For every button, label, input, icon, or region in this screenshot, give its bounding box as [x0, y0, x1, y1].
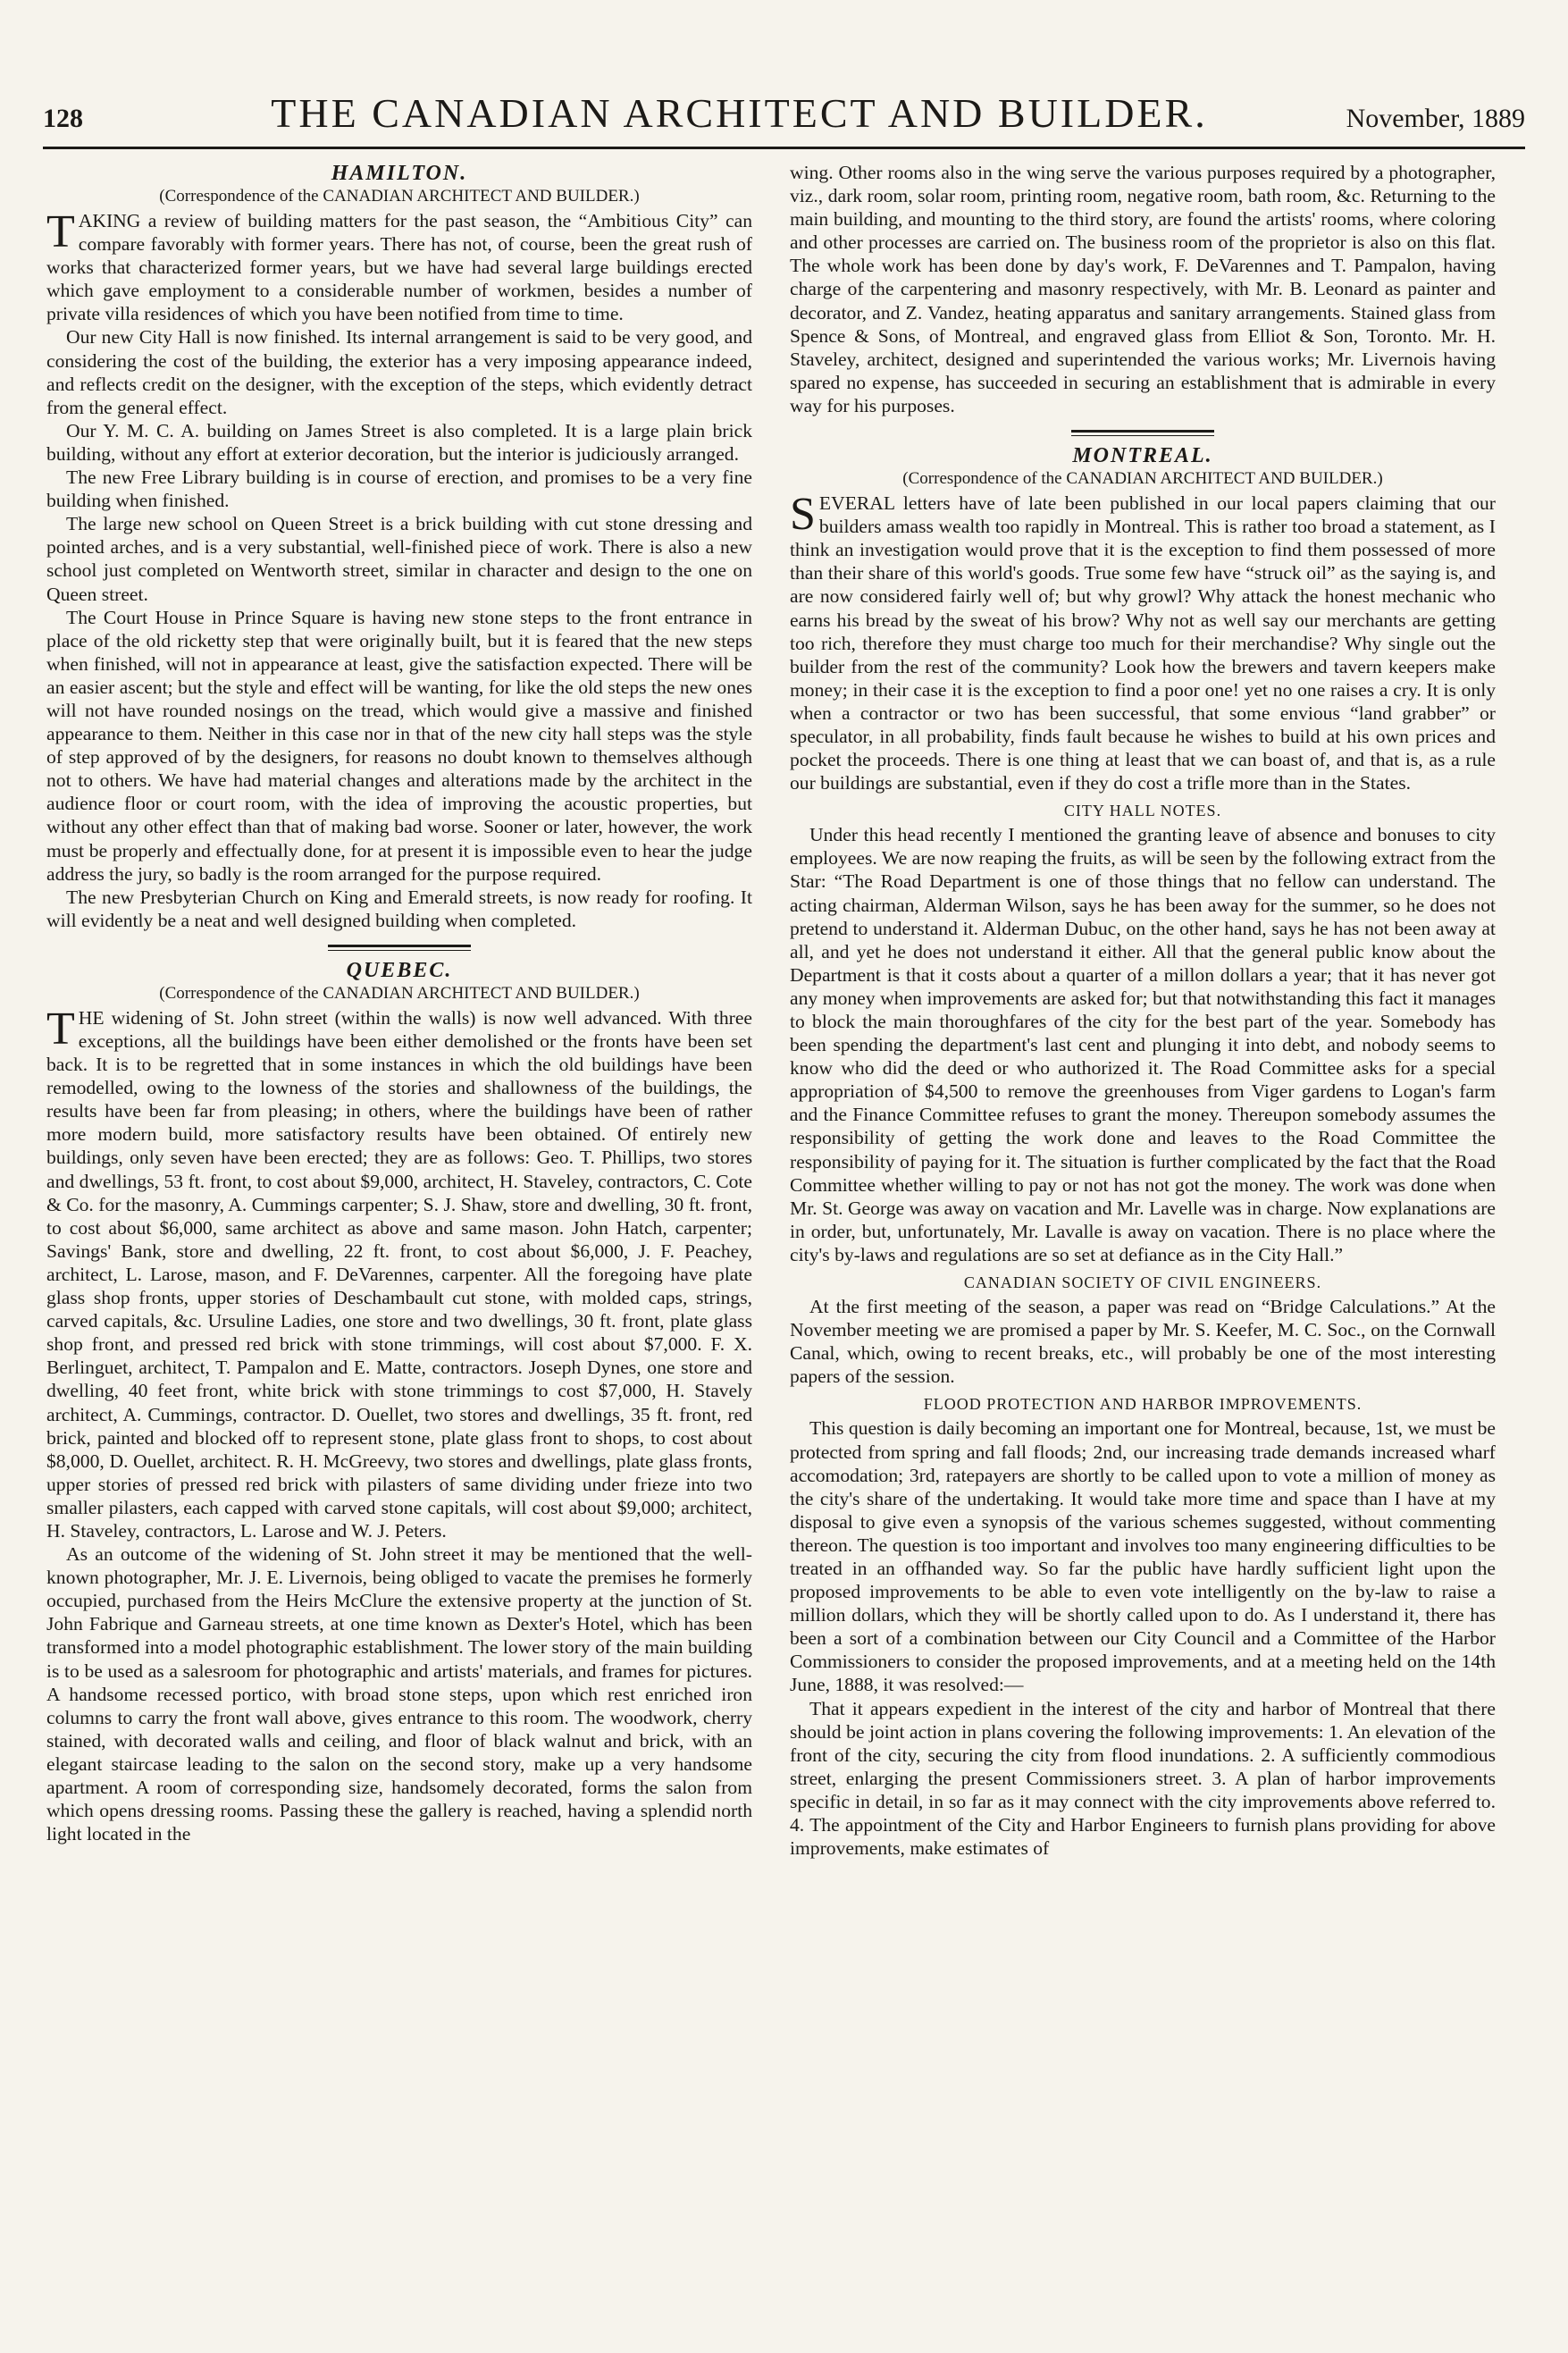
- quebec-paragraph: THE widening of St. John street (within the walls) is now well advanced. With three exceptions, all the buildings have been either demolished or the fronts have been set back. It is to be regretted that in some instances in which the old buildings have been remodelled, owing to the lowness of the stories and shallowness of the buildings, the results have been far from pleasing; in others, where the buildings have been of rather more modern build, more satisfactory results have been obtained. Of entirely new buildings, only seven have been erected; they are as follows: Geo. T. Phillips, two stores and dwellings, 53 ft. front, to cost about $9,000, architect, H. Staveley, contractors, C. Cote & Co. for the masonry, A. Cummings carpenter; S. J. Shaw, store and dwelling, 30 ft. front, to cost about $6,000, same architect as above and same mason. John Hatch, carpenter; Savings' Bank, store and dwelling, 22 ft. front, to cost about $6,000, J. F. Peachey, architect, L. Larose, mason, and F. DeVarennes, carpenter. All the foregoing have plate glass shop fronts, upper stories of Deschambault cut stone, with molded caps, strings, carved capitals, &c. Ursuline Ladies, one store and two dwellings, 30 ft. front, plate glass shop front, and pressed red brick with stone trimmings, will cost about $7,000. F. X. Berlinguet, architect, T. Pampalon and E. Matte, contractors. Joseph Dynes, one store and dwelling, 40 feet front, white brick with stone trimmings to cost $7,000, H. Stavely architect, A. Cummings, contractor. D. Ouellet, two stores and dwellings, 35 ft. front, red brick, painted and blocked off to represent stone, plate glass front to shops, to cost about $8,000, D. Ouellet, architect. R. H. McGreevy, two stores and dwellings, plate glass fronts, upper stories of pressed red brick with pilasters of same dividing under frieze into two smaller pilasters, each capped with carved stone capitals, will cost about $9,000; architect, H. Staveley, contractors, L. Larose and W. J. Peters.: [46, 1003, 752, 1542]
- quebec-paragraph-continued: wing. Other rooms also in the wing serve the various purposes required by a photographer, viz., dark room, solar room, printing room, negative room, bath room, &c. Returning to the main building, and mounting to the third story, are found the artists' rooms, where coloring and other processes are carried on. The business room of the proprietor is also on this flat. The whole work has been done by day's work, F. DeVarennes and T. Pampalon, having charge of the carpentering and masonry respectively, with Mr. B. Leonard as painter and decorator, and Z. Vandez, heating apparatus and sanitary arrangements. Stained glass from Spence & Sons, of Montreal, and engraved glass from Elliot & Son, Toronto. Mr. H. Staveley, architect, designed and superintended the various works; Mr. Livernois having spared no expense, has succeeded in securing an establishment that is admirable in every way for his purposes.: [790, 162, 1496, 416]
- montreal-paragraph: SEVERAL letters have of late been published in our local papers claiming that our builders amass wealth too rapidly in Montreal. This is rather too broad a statement, as I think an investigation would prove that it is the exception to find them possessed of more than their share of this world's goods. True some few have “struck oil” as the saying is, and are now considered fairly well of; but why growl? Why attack the honest mechanic who earns his bread by the sweat of his brow? Why not as well say our merchants are getting too rich, therefore they must charge too much for their merchandise? Why single out the builder from the rest of the community? Look how the brewers and tavern keepers make money; in their case it is the exception to find a poor one! yet no one raises a cry. It is only when a contractor or two has been successful, that some envious “land grabber” or speculator, in all probability, finds fault because he wishes to build at his own prices and pocket the proceeds. There is one thing at least that we can boast of, and that is, as a rule our buildings are substantial, even if they do cost a trifle more than in the States.: [790, 489, 1496, 794]
- left-column: [46, 161, 752, 1845]
- journal-title: THE CANADIAN ARCHITECT AND BUILDER.: [271, 90, 1208, 136]
- quebec-heading: QUEBEC.: [346, 958, 453, 982]
- hamilton-section: [46, 161, 752, 932]
- issue-date: November, 1889: [1346, 104, 1525, 133]
- hamilton-paragraph: The large new school on Queen Street is a brick building with cut stone dressing and pointed arches, and is a very substantial, well-finished piece of work. There is also a new school just completed on Wentworth street, similar in character and design to the one on Queen street.: [46, 513, 752, 605]
- flood-protection-heading: FLOOD PROTECTION AND HARBOR IMPROVEMENTS.: [923, 1395, 1363, 1414]
- montreal-section: [790, 443, 1496, 1860]
- masthead: [43, 89, 1525, 149]
- hamilton-paragraph: The new Presbyterian Church on King and Emerald streets, is now ready for roofing. It will evidently be a neat and well designed building when completed.: [46, 886, 752, 931]
- section-divider: [1071, 430, 1214, 436]
- montreal-paragraph: That it appears expedient in the interest of the city and harbor of Montreal that there should be joint action in plans covering the following improvements: 1. An elevation of the front of the city, securing the city from flood inundations. 2. A sufficiently commodious street, enlarging the present Commissioners street. 3. A plan of harbor improvements specific in detail, in so far as it may connect with the city improvements above referred to. 4. The appointment of the City and Harbor Engineers to furnish plans providing for above improvements, make estimates of: [790, 1697, 1496, 1860]
- hamilton-correspondence: (Correspondence of the CANADIAN ARCHITECT AND BUILDER.): [159, 187, 640, 206]
- quebec-paragraph: As an outcome of the widening of St. John street it may be mentioned that the well-known photographer, Mr. J. E. Livernois, being obliged to vacate the premises he formerly occupied, purchased from the Heirs McClure the extensive property at the junction of St. John Fabrique and Garneau streets, at one time known as Dexter's Hotel, which has been transformed into a model photographic establishment. The lower story of the main building is to be used as a salesroom for photographic and artists' materials, and frames for pictures. A handsome recessed portico, with broad stone steps, upon which rest enriched iron columns to carry the front wall above, gives entrance to this room. The woodwork, cherry stained, with decorated walls and ceiling, and floor of black walnut and brick, with an elegant staircase leading to the salon on the second story, make up a very handsome apartment. A room of corresponding size, handsomely decorated, forms the salon from which opens dressing rooms. Passing these the gallery is reached, having a splendid north light located in the: [46, 1543, 752, 1845]
- montreal-paragraph: At the first meeting of the season, a paper was read on “Bridge Calculations.” At the November meeting we are promised a paper by Mr. S. Keefer, M. C. Soc., on the Cornwall Canal, which, owing to recent breaks, etc., will probably be one of the most interesting papers of the session.: [790, 1296, 1496, 1388]
- hamilton-paragraph: The new Free Library building is in course of erection, and promises to be a very fine building when finished.: [46, 466, 752, 512]
- montreal-heading: MONTREAL.: [1072, 444, 1213, 468]
- right-column: [790, 161, 1496, 1860]
- section-divider: [328, 945, 471, 951]
- hamilton-paragraph: Our Y. M. C. A. building on James Street is also completed. It is a large plain brick building, without any effort at exterior decoration, but the interior is judiciously arranged.: [46, 419, 752, 465]
- hamilton-heading: HAMILTON.: [331, 162, 468, 185]
- montreal-correspondence: (Correspondence of the CANADIAN ARCHITECT AND BUILDER.): [902, 469, 1383, 489]
- page-number: 128: [43, 104, 83, 133]
- hamilton-paragraph: Our new City Hall is now finished. Its internal arrangement is said to be very good, and considering the cost of the building, the exterior has a very imposing appearance indeed, and reflects credit on the designer, with the exception of the steps, which evidently detract from the general effect.: [46, 326, 752, 418]
- city-hall-notes-heading: CITY HALL NOTES.: [1063, 802, 1222, 820]
- hamilton-paragraph: TAKING a review of building matters for the past season, the “Ambitious City” can compare favorably with former years. There has not, of course, been the great rush of works that characterized former years, but we have had several large buildings erected which gave employment to a considerable number of workmen, besides a number of private villa residences of which you have been notified from time to time.: [46, 206, 752, 325]
- hamilton-paragraph: The Court House in Prince Square is having new stone steps to the front entrance in place of the old ricketty step that were originally built, but it is feared that the new steps when finished, will not in appearance at least, give the satisfaction expected. There will be an easier ascent; but the style and effect will be wanting, for like the old steps the new ones will not have rounded nosings on the tread, which would give a massive and finished appearance to them. Neither in this case nor in that of the new city hall steps was the style of step approved of by the designers, for reasons no doubt known to themselves although not to others. We have had material changes and alterations made by the architect in the audience floor or court room, with the idea of improving the acoustic properties, but without any other effect than that of making bad worse. Sooner or later, however, the work must be properly and effectually done, for at present it is impossible even to hear the judge address the jury, so badly is the room arranged for the purpose required.: [46, 606, 752, 885]
- montreal-paragraph: Under this head recently I mentioned the granting leave of absence and bonuses to city employees. We are now reaping the fruits, as will be seen by the following extract from the Star: “The Road Department is one of those things that no fellow can understand. The acting chairman, Alderman Wilson, says he has been away for the summer, so he does not pretend to understand it. Alderman Dubuc, on the other hand, says he has not been away at all, and yet he does not understand it either. All that the general public know about the Department is that it costs about a quarter of a millon dollars a year; that it has never got any money when improvements are asked for; but that notwithstanding this fact it manages to block the main thoroughfares of the city for the best part of the year. Somebody has been spending the department's last cent and plunging it into debt, and nobody seems to know who did the deed or who authorized it. The Road Committee asks for a special appropriation of $4,500 to remove the greenhouses from Viger gardens to Logan's farm and the Finance Committee refuses to grant the money. Thereupon somebody assumes the responsibility of getting the work done and leaves to the Road Committee the responsibility of paying for it. The situation is further complicated by the fact that the Road Committee whether willing to pay or not has not got the money. The work was done when Mr. St. George was away on vacation and Mr. Lavelle was in charge. Now explanations are in order, but, unfortunately, Mr. Lavalle is away on vacation. There is no place where the city's by-laws and regulations are so set at defiance as in the City Hall.”: [790, 824, 1496, 1265]
- montreal-paragraph: This question is daily becoming an important one for Montreal, because, 1st, we must be protected from spring and fall floods; 2nd, our increasing trade demands increased wharf accomodation; 3rd, ratepayers are shortly to be called upon to vote a million of money as the city's share of the undertaking. It would take more time and space than I have at my disposal to give even a synopsis of the various schemes suggested, without commenting thereon. The question is too important and involves too many engineering difficulties to be treated in an offhanded way. So far the public have hardly sufficient light upon the proposed improvements to be able to even vote intelligently on the by-law to raise a million dollars, which they will be shortly called upon to do. As I understand it, there has been a sort of a combination between our City Council and a Committee of the Harbor Commissioners to consider the proposed improvements, and at a meeting held on the 14th June, 1888, it was resolved:—: [790, 1417, 1496, 1696]
- quebec-correspondence: (Correspondence of the CANADIAN ARCHITECT AND BUILDER.): [159, 983, 640, 1003]
- civil-engineers-heading: CANADIAN SOCIETY OF CIVIL ENGINEERS.: [963, 1273, 1322, 1292]
- quebec-section: [46, 958, 752, 1845]
